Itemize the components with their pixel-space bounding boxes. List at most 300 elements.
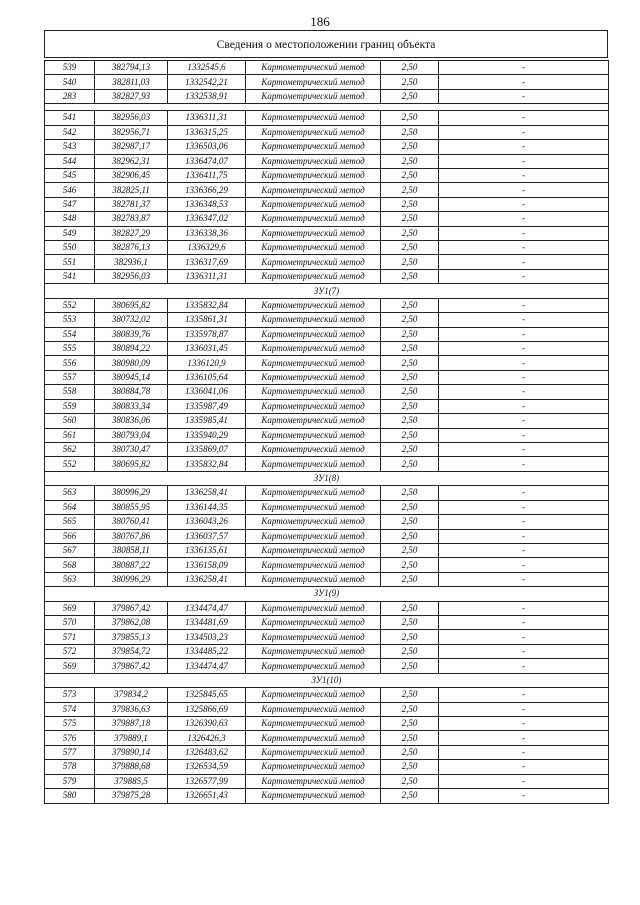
note-cell: -: [439, 183, 609, 197]
method-cell: Картометрический метод: [246, 89, 381, 103]
note-cell: -: [439, 414, 609, 428]
table-row: [45, 327, 609, 341]
y-coordinate-cell: 1336135,61: [168, 543, 246, 557]
y-coordinate-cell: 1336043,26: [168, 515, 246, 529]
point-number-cell: 579: [45, 774, 95, 788]
x-coordinate-cell: 380695,82: [95, 457, 168, 471]
point-number-cell: 569: [45, 601, 95, 615]
accuracy-cell: 2,50: [381, 342, 439, 356]
method-cell: Картометрический метод: [246, 197, 381, 211]
note-cell: -: [439, 125, 609, 139]
note-cell: -: [439, 688, 609, 702]
note-cell: -: [439, 457, 609, 471]
x-coordinate-cell: 380887,22: [95, 558, 168, 572]
point-number-cell: 548: [45, 212, 95, 226]
x-coordinate-cell: 382781,37: [95, 197, 168, 211]
point-number-cell: 550: [45, 241, 95, 255]
note-cell: -: [439, 760, 609, 774]
method-cell: Картометрический метод: [246, 442, 381, 456]
x-coordinate-cell: 382906,45: [95, 168, 168, 182]
y-coordinate-cell: 1334474,47: [168, 659, 246, 673]
accuracy-cell: 2,50: [381, 197, 439, 211]
x-coordinate-cell: 380980,09: [95, 356, 168, 370]
table-row: [45, 370, 609, 384]
x-coordinate-cell: 380836,06: [95, 414, 168, 428]
x-coordinate-cell: 380760,41: [95, 515, 168, 529]
method-cell: Картометрический метод: [246, 745, 381, 759]
y-coordinate-cell: 1336105,64: [168, 370, 246, 384]
note-cell: -: [439, 543, 609, 557]
method-cell: Картометрический метод: [246, 168, 381, 182]
table-row: [45, 125, 609, 139]
point-number-cell: 558: [45, 385, 95, 399]
accuracy-cell: 2,50: [381, 327, 439, 341]
table-row: [45, 399, 609, 413]
y-coordinate-cell: 1326483,62: [168, 745, 246, 759]
x-coordinate-cell: 380996,29: [95, 486, 168, 500]
x-coordinate-cell: 379867,42: [95, 601, 168, 615]
table-row: [45, 75, 609, 89]
point-number-cell: 546: [45, 183, 95, 197]
point-number-cell: 556: [45, 356, 95, 370]
y-coordinate-cell: 1326390,63: [168, 716, 246, 730]
accuracy-cell: 2,50: [381, 183, 439, 197]
accuracy-cell: 2,50: [381, 111, 439, 125]
accuracy-cell: 2,50: [381, 226, 439, 240]
accuracy-cell: 2,50: [381, 385, 439, 399]
y-coordinate-cell: 1335940,29: [168, 428, 246, 442]
x-coordinate-cell: 380695,82: [95, 298, 168, 312]
method-cell: Картометрический метод: [246, 370, 381, 384]
accuracy-cell: 2,50: [381, 298, 439, 312]
table-row: [45, 89, 609, 103]
accuracy-cell: 2,50: [381, 269, 439, 283]
spacer-row: [45, 104, 609, 111]
x-coordinate-cell: 380793,04: [95, 428, 168, 442]
point-number-cell: 576: [45, 731, 95, 745]
x-coordinate-cell: 382956,03: [95, 269, 168, 283]
method-cell: Картометрический метод: [246, 356, 381, 370]
accuracy-cell: 2,50: [381, 500, 439, 514]
section-label: ЗУ1(7): [45, 284, 609, 298]
table-row: [45, 688, 609, 702]
method-cell: Картометрический метод: [246, 486, 381, 500]
accuracy-cell: 2,50: [381, 168, 439, 182]
y-coordinate-cell: 1335987,49: [168, 399, 246, 413]
point-number-cell: 543: [45, 140, 95, 154]
x-coordinate-cell: 380996,29: [95, 572, 168, 586]
point-number-cell: 574: [45, 702, 95, 716]
table-row: [45, 716, 609, 730]
method-cell: Картометрический метод: [246, 731, 381, 745]
table-row: [45, 313, 609, 327]
x-coordinate-cell: 379834,2: [95, 688, 168, 702]
note-cell: -: [439, 558, 609, 572]
method-cell: Картометрический метод: [246, 414, 381, 428]
y-coordinate-cell: 1336041,06: [168, 385, 246, 399]
table-row: [45, 543, 609, 557]
table-row: [45, 298, 609, 312]
method-cell: Картометрический метод: [246, 558, 381, 572]
point-number-cell: 283: [45, 89, 95, 103]
x-coordinate-cell: 380894,22: [95, 342, 168, 356]
y-coordinate-cell: 1336031,45: [168, 342, 246, 356]
accuracy-cell: 2,50: [381, 486, 439, 500]
note-cell: -: [439, 442, 609, 456]
accuracy-cell: 2,50: [381, 558, 439, 572]
point-number-cell: 571: [45, 630, 95, 644]
point-number-cell: 563: [45, 572, 95, 586]
y-coordinate-cell: 1325845,65: [168, 688, 246, 702]
note-cell: -: [439, 356, 609, 370]
point-number-cell: 572: [45, 644, 95, 658]
table-row: [45, 659, 609, 673]
method-cell: Картометрический метод: [246, 111, 381, 125]
point-number-cell: 567: [45, 543, 95, 557]
x-coordinate-cell: 380767,86: [95, 529, 168, 543]
y-coordinate-cell: 1335985,41: [168, 414, 246, 428]
point-number-cell: 552: [45, 298, 95, 312]
note-cell: -: [439, 370, 609, 384]
note-cell: -: [439, 342, 609, 356]
point-number-cell: 541: [45, 111, 95, 125]
note-cell: -: [439, 140, 609, 154]
method-cell: Картометрический метод: [246, 601, 381, 615]
y-coordinate-cell: 1326651,43: [168, 789, 246, 803]
y-coordinate-cell: 1326426,3: [168, 731, 246, 745]
note-cell: -: [439, 428, 609, 442]
point-number-cell: 541: [45, 269, 95, 283]
table-row: [45, 760, 609, 774]
accuracy-cell: 2,50: [381, 89, 439, 103]
y-coordinate-cell: 1325866,69: [168, 702, 246, 716]
point-number-cell: 565: [45, 515, 95, 529]
y-coordinate-cell: 1336348,53: [168, 197, 246, 211]
note-cell: -: [439, 241, 609, 255]
y-coordinate-cell: 1336311,31: [168, 111, 246, 125]
method-cell: Картометрический метод: [246, 399, 381, 413]
y-coordinate-cell: 1336503,06: [168, 140, 246, 154]
method-cell: Картометрический метод: [246, 154, 381, 168]
method-cell: Картометрический метод: [246, 313, 381, 327]
table-row: [45, 385, 609, 399]
section-label: ЗУ1(9): [45, 587, 609, 601]
x-coordinate-cell: 380730,47: [95, 442, 168, 456]
point-number-cell: 545: [45, 168, 95, 182]
y-coordinate-cell: 1332545,6: [168, 61, 246, 75]
accuracy-cell: 2,50: [381, 760, 439, 774]
x-coordinate-cell: 382794,13: [95, 61, 168, 75]
y-coordinate-cell: 1336144,35: [168, 500, 246, 514]
table-row: [45, 342, 609, 356]
note-cell: -: [439, 659, 609, 673]
note-cell: -: [439, 601, 609, 615]
point-number-cell: 566: [45, 529, 95, 543]
y-coordinate-cell: 1335869,07: [168, 442, 246, 456]
accuracy-cell: 2,50: [381, 255, 439, 269]
note-cell: -: [439, 399, 609, 413]
note-cell: -: [439, 774, 609, 788]
method-cell: Картометрический метод: [246, 241, 381, 255]
x-coordinate-cell: 379887,18: [95, 716, 168, 730]
note-cell: -: [439, 486, 609, 500]
note-cell: -: [439, 327, 609, 341]
point-number-cell: 554: [45, 327, 95, 341]
accuracy-cell: 2,50: [381, 428, 439, 442]
point-number-cell: 562: [45, 442, 95, 456]
x-coordinate-cell: 380839,76: [95, 327, 168, 341]
note-cell: -: [439, 630, 609, 644]
note-cell: -: [439, 298, 609, 312]
note-cell: -: [439, 269, 609, 283]
method-cell: Картометрический метод: [246, 659, 381, 673]
table-row: [45, 644, 609, 658]
note-cell: -: [439, 212, 609, 226]
y-coordinate-cell: 1326577,99: [168, 774, 246, 788]
y-coordinate-cell: 1336411,75: [168, 168, 246, 182]
accuracy-cell: 2,50: [381, 154, 439, 168]
method-cell: Картометрический метод: [246, 269, 381, 283]
note-cell: -: [439, 789, 609, 803]
note-cell: -: [439, 255, 609, 269]
x-coordinate-cell: 380833,34: [95, 399, 168, 413]
section-label: ЗУ1(10): [45, 673, 609, 687]
method-cell: Картометрический метод: [246, 616, 381, 630]
accuracy-cell: 2,50: [381, 241, 439, 255]
table-row: [45, 630, 609, 644]
x-coordinate-cell: 379885,5: [95, 774, 168, 788]
y-coordinate-cell: 1335832,84: [168, 298, 246, 312]
x-coordinate-cell: 380945,14: [95, 370, 168, 384]
accuracy-cell: 2,50: [381, 212, 439, 226]
method-cell: Картометрический метод: [246, 543, 381, 557]
note-cell: -: [439, 515, 609, 529]
note-cell: -: [439, 75, 609, 89]
method-cell: Картометрический метод: [246, 630, 381, 644]
accuracy-cell: 2,50: [381, 789, 439, 803]
table-row: [45, 457, 609, 471]
x-coordinate-cell: 382783,87: [95, 212, 168, 226]
accuracy-cell: 2,50: [381, 688, 439, 702]
coordinates-table: [44, 60, 609, 804]
point-number-cell: 569: [45, 659, 95, 673]
x-coordinate-cell: 379855,13: [95, 630, 168, 644]
y-coordinate-cell: 1334474,47: [168, 601, 246, 615]
point-number-cell: 542: [45, 125, 95, 139]
accuracy-cell: 2,50: [381, 630, 439, 644]
method-cell: Картометрический метод: [246, 644, 381, 658]
x-coordinate-cell: 379862,08: [95, 616, 168, 630]
x-coordinate-cell: 380732,02: [95, 313, 168, 327]
table-row: [45, 731, 609, 745]
note-cell: -: [439, 529, 609, 543]
y-coordinate-cell: 1336037,57: [168, 529, 246, 543]
y-coordinate-cell: 1336258,41: [168, 486, 246, 500]
method-cell: Картометрический метод: [246, 61, 381, 75]
accuracy-cell: 2,50: [381, 125, 439, 139]
table-row: [45, 356, 609, 370]
accuracy-cell: 2,50: [381, 457, 439, 471]
y-coordinate-cell: 1335861,31: [168, 313, 246, 327]
x-coordinate-cell: 380855,95: [95, 500, 168, 514]
y-coordinate-cell: 1326534,59: [168, 760, 246, 774]
table-row: [45, 442, 609, 456]
x-coordinate-cell: 382962,31: [95, 154, 168, 168]
table-row: [45, 255, 609, 269]
table-row: [45, 111, 609, 125]
x-coordinate-cell: 382876,13: [95, 241, 168, 255]
note-cell: -: [439, 572, 609, 586]
point-number-cell: 551: [45, 255, 95, 269]
note-cell: -: [439, 500, 609, 514]
y-coordinate-cell: 1335832,84: [168, 457, 246, 471]
method-cell: Картометрический метод: [246, 760, 381, 774]
method-cell: Картометрический метод: [246, 529, 381, 543]
y-coordinate-cell: 1336338,36: [168, 226, 246, 240]
note-cell: -: [439, 61, 609, 75]
table-row: [45, 212, 609, 226]
x-coordinate-cell: 379888,68: [95, 760, 168, 774]
method-cell: Картометрический метод: [246, 702, 381, 716]
point-number-cell: 544: [45, 154, 95, 168]
note-cell: -: [439, 731, 609, 745]
x-coordinate-cell: 382827,29: [95, 226, 168, 240]
method-cell: Картометрический метод: [246, 226, 381, 240]
page-number: 186: [310, 14, 330, 29]
y-coordinate-cell: 1336347,02: [168, 212, 246, 226]
point-number-cell: 555: [45, 342, 95, 356]
note-cell: -: [439, 385, 609, 399]
section-label: ЗУ1(8): [45, 471, 609, 485]
x-coordinate-cell: 379875,28: [95, 789, 168, 803]
section-header-row: [45, 673, 609, 687]
method-cell: Картометрический метод: [246, 140, 381, 154]
point-number-cell: 563: [45, 486, 95, 500]
y-coordinate-cell: 1336258,41: [168, 572, 246, 586]
point-number-cell: 547: [45, 197, 95, 211]
method-cell: Картометрический метод: [246, 500, 381, 514]
table-row: [45, 702, 609, 716]
point-number-cell: 578: [45, 760, 95, 774]
method-cell: Картометрический метод: [246, 457, 381, 471]
accuracy-cell: 2,50: [381, 716, 439, 730]
point-number-cell: 540: [45, 75, 95, 89]
y-coordinate-cell: 1334485,22: [168, 644, 246, 658]
note-cell: -: [439, 745, 609, 759]
method-cell: Картометрический метод: [246, 183, 381, 197]
x-coordinate-cell: 380884,78: [95, 385, 168, 399]
method-cell: Картометрический метод: [246, 298, 381, 312]
x-coordinate-cell: 382987,17: [95, 140, 168, 154]
method-cell: Картометрический метод: [246, 688, 381, 702]
x-coordinate-cell: 379889,1: [95, 731, 168, 745]
method-cell: Картометрический метод: [246, 789, 381, 803]
method-cell: Картометрический метод: [246, 212, 381, 226]
y-coordinate-cell: 1334481,69: [168, 616, 246, 630]
y-coordinate-cell: 1336158,09: [168, 558, 246, 572]
y-coordinate-cell: 1336329,6: [168, 241, 246, 255]
note-cell: -: [439, 168, 609, 182]
y-coordinate-cell: 1336317,69: [168, 255, 246, 269]
accuracy-cell: 2,50: [381, 543, 439, 557]
table-row: [45, 428, 609, 442]
section-header-row: [45, 471, 609, 485]
method-cell: Картометрический метод: [246, 342, 381, 356]
table-row: [45, 745, 609, 759]
table-row: [45, 500, 609, 514]
y-coordinate-cell: 1334503,23: [168, 630, 246, 644]
accuracy-cell: 2,50: [381, 515, 439, 529]
x-coordinate-cell: 382956,71: [95, 125, 168, 139]
method-cell: Картометрический метод: [246, 327, 381, 341]
point-number-cell: 573: [45, 688, 95, 702]
table-row: [45, 515, 609, 529]
x-coordinate-cell: 379854,72: [95, 644, 168, 658]
table-row: [45, 140, 609, 154]
table-row: [45, 774, 609, 788]
table-row: [45, 414, 609, 428]
point-number-cell: 577: [45, 745, 95, 759]
note-cell: -: [439, 154, 609, 168]
point-number-cell: 552: [45, 457, 95, 471]
accuracy-cell: 2,50: [381, 75, 439, 89]
x-coordinate-cell: 382825,11: [95, 183, 168, 197]
note-cell: -: [439, 716, 609, 730]
y-coordinate-cell: 1336315,25: [168, 125, 246, 139]
x-coordinate-cell: 382827,93: [95, 89, 168, 103]
method-cell: Картометрический метод: [246, 572, 381, 586]
point-number-cell: 557: [45, 370, 95, 384]
note-cell: -: [439, 702, 609, 716]
accuracy-cell: 2,50: [381, 370, 439, 384]
point-number-cell: 559: [45, 399, 95, 413]
method-cell: Картометрический метод: [246, 774, 381, 788]
table-row: [45, 61, 609, 75]
point-number-cell: 561: [45, 428, 95, 442]
point-number-cell: 539: [45, 61, 95, 75]
accuracy-cell: 2,50: [381, 774, 439, 788]
accuracy-cell: 2,50: [381, 61, 439, 75]
table-row: [45, 197, 609, 211]
table-row: [45, 572, 609, 586]
method-cell: Картометрический метод: [246, 428, 381, 442]
accuracy-cell: 2,50: [381, 399, 439, 413]
table-row: [45, 616, 609, 630]
x-coordinate-cell: 379867,42: [95, 659, 168, 673]
point-number-cell: 560: [45, 414, 95, 428]
y-coordinate-cell: 1336474,07: [168, 154, 246, 168]
table-row: [45, 486, 609, 500]
table-row: [45, 601, 609, 615]
x-coordinate-cell: 382811,03: [95, 75, 168, 89]
point-number-cell: 564: [45, 500, 95, 514]
table-row: [45, 529, 609, 543]
note-cell: -: [439, 644, 609, 658]
x-coordinate-cell: 379890,14: [95, 745, 168, 759]
point-number-cell: 580: [45, 789, 95, 803]
y-coordinate-cell: 1336366,29: [168, 183, 246, 197]
y-coordinate-cell: 1332538,91: [168, 89, 246, 103]
x-coordinate-cell: 379836,63: [95, 702, 168, 716]
table-row: [45, 269, 609, 283]
table-row: [45, 168, 609, 182]
method-cell: Картометрический метод: [246, 255, 381, 269]
accuracy-cell: 2,50: [381, 442, 439, 456]
accuracy-cell: 2,50: [381, 659, 439, 673]
point-number-cell: 568: [45, 558, 95, 572]
note-cell: -: [439, 616, 609, 630]
y-coordinate-cell: 1335978,87: [168, 327, 246, 341]
